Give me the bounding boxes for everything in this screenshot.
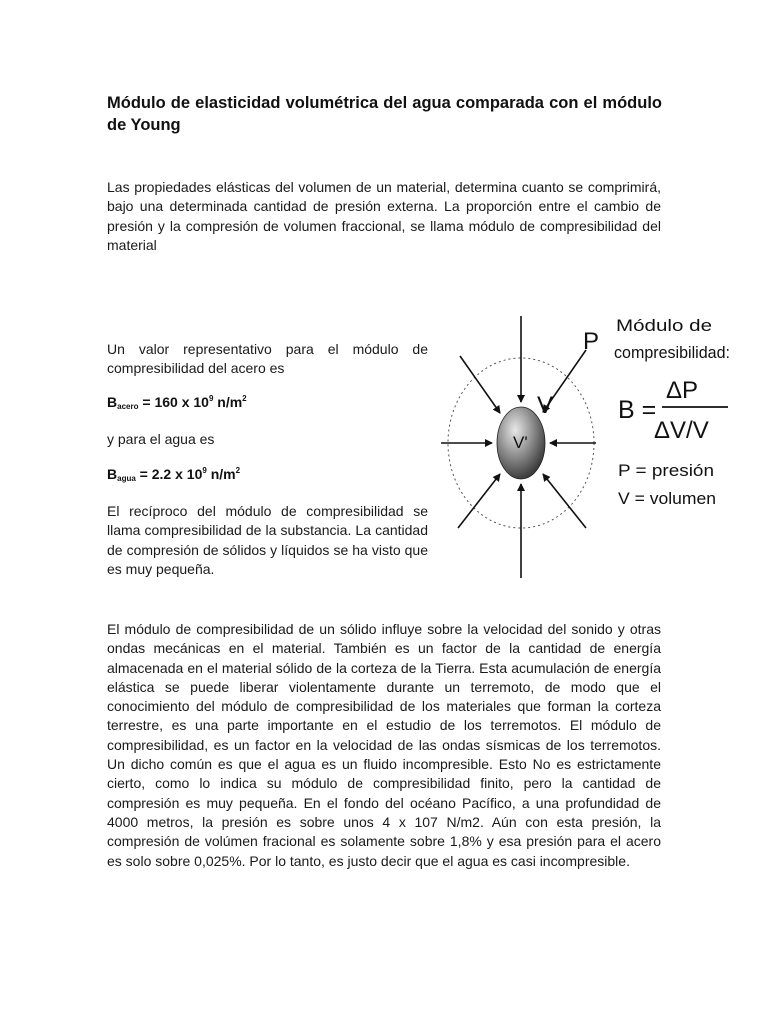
compressed-volume-label: V' bbox=[513, 433, 528, 452]
reciprocal-paragraph: El recíproco del módulo de compresibilidad se llama compresibilidad de la substancia. La cantidad de compresión de sólidos y líquidos se ha visto que es muy pequeña. bbox=[107, 503, 428, 577]
intro-paragraph: Las propiedades elásticas del volumen de un material, determina cuanto se comprimirá, bajo una determinada cantidad de presión externa. La proporción entre el cambio de presión y la compresión de volumen fraccional, se llama módulo de compresibilidad del material bbox=[107, 179, 661, 253]
legend-volume: V = volumen bbox=[618, 489, 716, 508]
diagram-heading-line2: compresibilidad: bbox=[614, 343, 730, 362]
steel-bulk-modulus-formula: $B_{acero} = 160$ x $10^9$ $n/m^2$ bbox=[107, 394, 247, 411]
bulk-modulus-diagram bbox=[436, 306, 736, 586]
document-title: Módulo de elasticidad volumétrica del agua comparada con el módulo de Young bbox=[107, 94, 662, 134]
legend-pressure: P = presión bbox=[618, 461, 714, 480]
formula-numerator: ΔP bbox=[666, 377, 699, 404]
body-paragraph: El módulo de compresibilidad de un sólido influye sobre la velocidad del sonido y otras ondas mecánicas en el material. También es un factor de la cantidad de energía almacenada en el material sólido de la corteza de la Tierra. Esta acumulación de energía elástica se puede liberar violentamente durante un terremoto, de modo que el conocimiento del módulo de compresibilidad de los materiales que forman la corteza terrestre, es una parte importante en el estudio de los terremotos. El módulo de compresibilidad, es un factor en la velocidad de las ondas sísmicas de los terremotos. Un dicho común es que el agua es un fluido incompresible. Esto No es estrictamente cierto, como lo indica su módulo de compresibilidad finito, pero la cantidad de compresión es muy pequeña. En el fondo del océano Pacífico, a una profundidad de 4000 metros, la presión es sobre unos 4 x 107 N/m2. Aún con esta presión, la compresión de volúmen fracional es solamente sobre 1,8% y esa presión para el acero es solo sobre 0,025%. Por lo tanto, es justo decir que el agua es casi incompresible. bbox=[107, 621, 661, 869]
water-intro-paragraph: y para el agua es bbox=[107, 431, 215, 447]
volume-label: V bbox=[537, 392, 554, 419]
pressure-label: P bbox=[583, 328, 600, 355]
diagram-heading-line1: Módulo de bbox=[616, 316, 712, 335]
water-bulk-modulus-formula: $B_{agua} = 2.2$ x $10^9$ $n/m^2$ bbox=[107, 466, 241, 483]
steel-intro-paragraph: Un valor representativo para el módulo de compresibilidad del acero es bbox=[107, 341, 428, 377]
bulk-modulus-symbol: B = bbox=[618, 396, 657, 424]
formula-denominator: ΔV/V bbox=[654, 417, 709, 444]
